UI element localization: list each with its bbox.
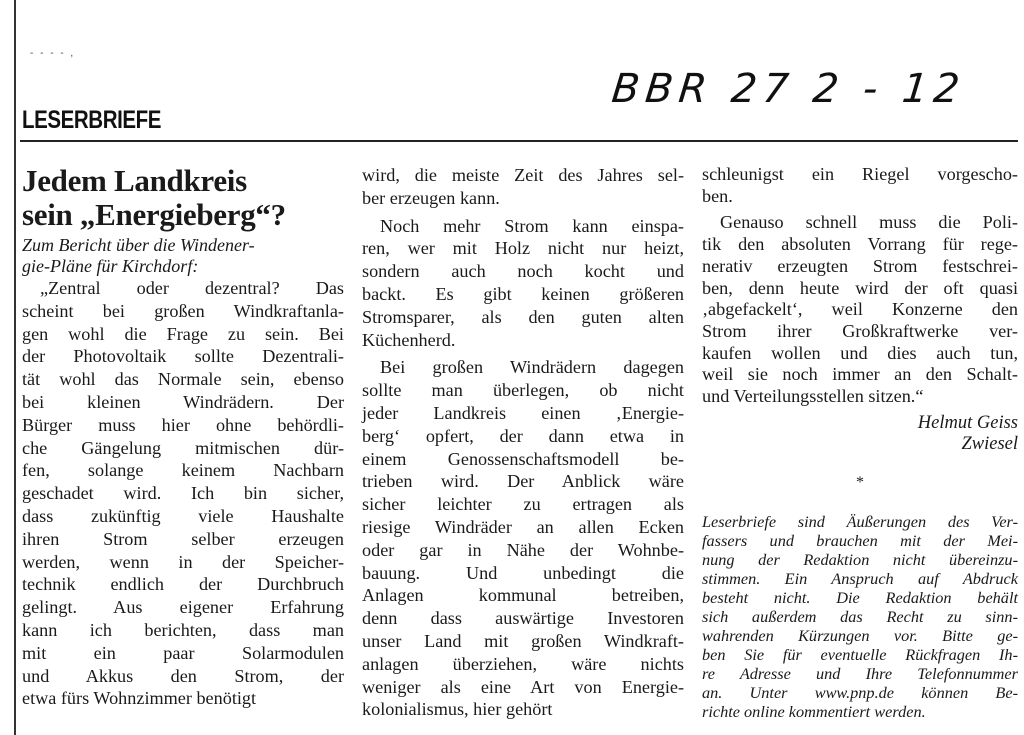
text-line: technik endlich der Durchbruch	[22, 574, 344, 595]
handwritten-note: BBR 27 2 - 12	[609, 66, 968, 112]
text-line: ber erzeugen kann.	[362, 187, 500, 208]
disclaimer-line: fassers und brauchen mit der Mei-	[702, 531, 1018, 551]
text-line: kaufen wollen und dies auch tun,	[702, 342, 1018, 363]
paragraph	[702, 164, 1018, 207]
disclaimer	[702, 512, 1018, 721]
text-line: Noch mehr Strom kann einspa-	[380, 215, 684, 236]
text-line: scheint bei großen Windkraftanla-	[22, 300, 344, 321]
left-border-rule	[14, 0, 16, 735]
text-line: fen, solange keinem Nachbarn	[22, 460, 344, 481]
text-line: werden, wenn in der Speicher-	[22, 551, 344, 572]
text-line: tik den absoluten Vorrang für rege-	[702, 234, 1018, 255]
text-line: gelingt. Aus eigener Erfahrung	[22, 597, 344, 618]
text-line: kolonialismus, hier gehört	[362, 699, 553, 720]
corner-marks: - - - - ,	[30, 48, 76, 59]
text-line: Bei großen Windrädern dagegen	[380, 357, 684, 378]
paragraph	[702, 212, 1018, 407]
text-line: Stromsparer, als den guten alten	[362, 306, 684, 327]
subtitle-line: gie-Pläne für Kirchdorf:	[22, 256, 199, 276]
text-line: und Verteilungsstellen sitzen.“	[702, 386, 924, 407]
disclaimer-line: ben Sie für eventuelle Rückfragen Ih-	[702, 645, 1018, 665]
text-line: oder gar in Nähe der Wohnbe-	[362, 539, 684, 560]
paragraph	[362, 215, 684, 352]
paragraph	[362, 356, 684, 721]
headline-line: Jedem Landkreis	[22, 163, 247, 198]
text-line: trieben wird. Der Anblick wäre	[362, 471, 684, 492]
separator-asterisk: *	[856, 474, 864, 492]
text-line: Strom ihrer Großkraftwerke ver-	[702, 320, 1018, 341]
text-line: und Akkus den Strom, der	[22, 665, 344, 686]
body-text	[22, 277, 344, 710]
text-line: der Photovoltaik sollte Dezentrali-	[22, 346, 344, 367]
disclaimer-line: wahrenden Kürzungen vor. Bitte ge-	[702, 626, 1018, 646]
body-text	[362, 164, 684, 721]
text-line: sondern auch noch kocht und	[362, 261, 684, 282]
text-line: kann ich berichten, dass man	[22, 619, 344, 640]
paragraph	[362, 164, 684, 210]
text-line: Anlagen kommunal betreiben,	[362, 585, 684, 606]
text-line: jeder Landkreis einen ‚Energie-	[362, 402, 684, 423]
text-line: einem Genossenschaftsmodell be-	[362, 448, 684, 469]
column-3	[702, 164, 1018, 721]
text-line: nerativ erzeugten Strom festschrei-	[702, 255, 1018, 276]
text-line: sicher leichter zu ertragen als	[362, 494, 684, 515]
section-rule	[20, 140, 1018, 142]
author-location: Zwiesel	[961, 434, 1018, 455]
author-name: Helmut Geiss	[917, 412, 1018, 433]
text-line: gen wohl die Frage zu sein. Bei	[22, 323, 344, 344]
text-line: mit ein paar Solarmodulen	[22, 642, 344, 663]
text-line: Bürger muss hier ohne behördli-	[22, 414, 344, 435]
text-line: berg‘ opfert, der dann etwa in	[362, 425, 684, 446]
headline-line: sein „Energieberg“?	[22, 197, 286, 232]
subtitle-line: Zum Bericht über die Windener-	[22, 235, 255, 255]
disclaimer-line: an. Unter www.pnp.de können Be-	[702, 683, 1018, 703]
disclaimer-line: Leserbriefe sind Äußerungen des Ver-	[702, 512, 1018, 532]
text-line: weniger als eine Art von Energie-	[362, 676, 684, 697]
section-title: LESERBRIEFE	[22, 106, 162, 134]
body-text	[702, 164, 1018, 408]
text-line: denn dass auswärtige Investoren	[362, 608, 684, 629]
text-line: dass zukünftig viele Haushalte	[22, 505, 344, 526]
text-line: wird, die meiste Zeit des Jahres sel-	[362, 165, 684, 185]
text-line: bauung. Und unbedingt die	[362, 562, 684, 583]
disclaimer-line: stimmen. Ein Anspruch auf Abdruck	[702, 569, 1018, 589]
text-line: bei kleinen Windrädern. Der	[22, 391, 344, 412]
headline	[22, 164, 344, 232]
disclaimer-line: sich außerdem das Recht zu sinn-	[702, 607, 1018, 627]
disclaimer-line: nung der Redaktion nicht übereinzu-	[702, 550, 1018, 570]
text-line: ren, wer mit Holz nicht nur heizt,	[362, 238, 684, 259]
column-1	[22, 164, 344, 715]
text-line: che Gängelung mitmischen dür-	[22, 437, 344, 458]
text-line: sollte man überlegen, ob nicht	[362, 380, 684, 401]
disclaimer-line: re Adresse und Ihre Telefonnummer	[702, 664, 1018, 684]
text-line: etwa fürs Wohnzimmer benötigt	[22, 688, 257, 709]
disclaimer-line: richte online kommentiert werden.	[702, 702, 926, 722]
text-line: tät wohl das Normale sein, ebenso	[22, 369, 344, 390]
paragraph	[22, 277, 344, 710]
text-line: ihren Strom selber erzeugen	[22, 528, 344, 549]
text-line: ben, denn heute wird der oft quasi	[702, 277, 1018, 298]
text-line: backt. Es gibt keinen größeren	[362, 283, 684, 304]
text-line: Küchenherd.	[362, 329, 456, 350]
text-line: ben.	[702, 185, 733, 206]
text-line: Genauso schnell muss die Poli-	[720, 212, 1018, 233]
disclaimer-line: besteht nicht. Die Redaktion behält	[702, 588, 1018, 608]
text-line: anlagen überziehen, wäre nichts	[362, 653, 684, 674]
text-line: geschadet wird. Ich bin sicher,	[22, 483, 344, 504]
text-line: „Zentral oder dezentral? Das	[40, 278, 344, 298]
text-line: schleunigst ein Riegel vorgescho-	[702, 164, 1018, 184]
text-line: weil sie noch immer an den Schalt-	[702, 364, 1018, 385]
text-line: riesige Windräder an allen Ecken	[362, 516, 684, 537]
subtitle	[22, 235, 344, 277]
column-2	[362, 164, 684, 726]
text-line: ‚abgefackelt‘, weil Konzerne den	[702, 299, 1018, 320]
text-line: unser Land mit großen Windkraft-	[362, 630, 684, 651]
